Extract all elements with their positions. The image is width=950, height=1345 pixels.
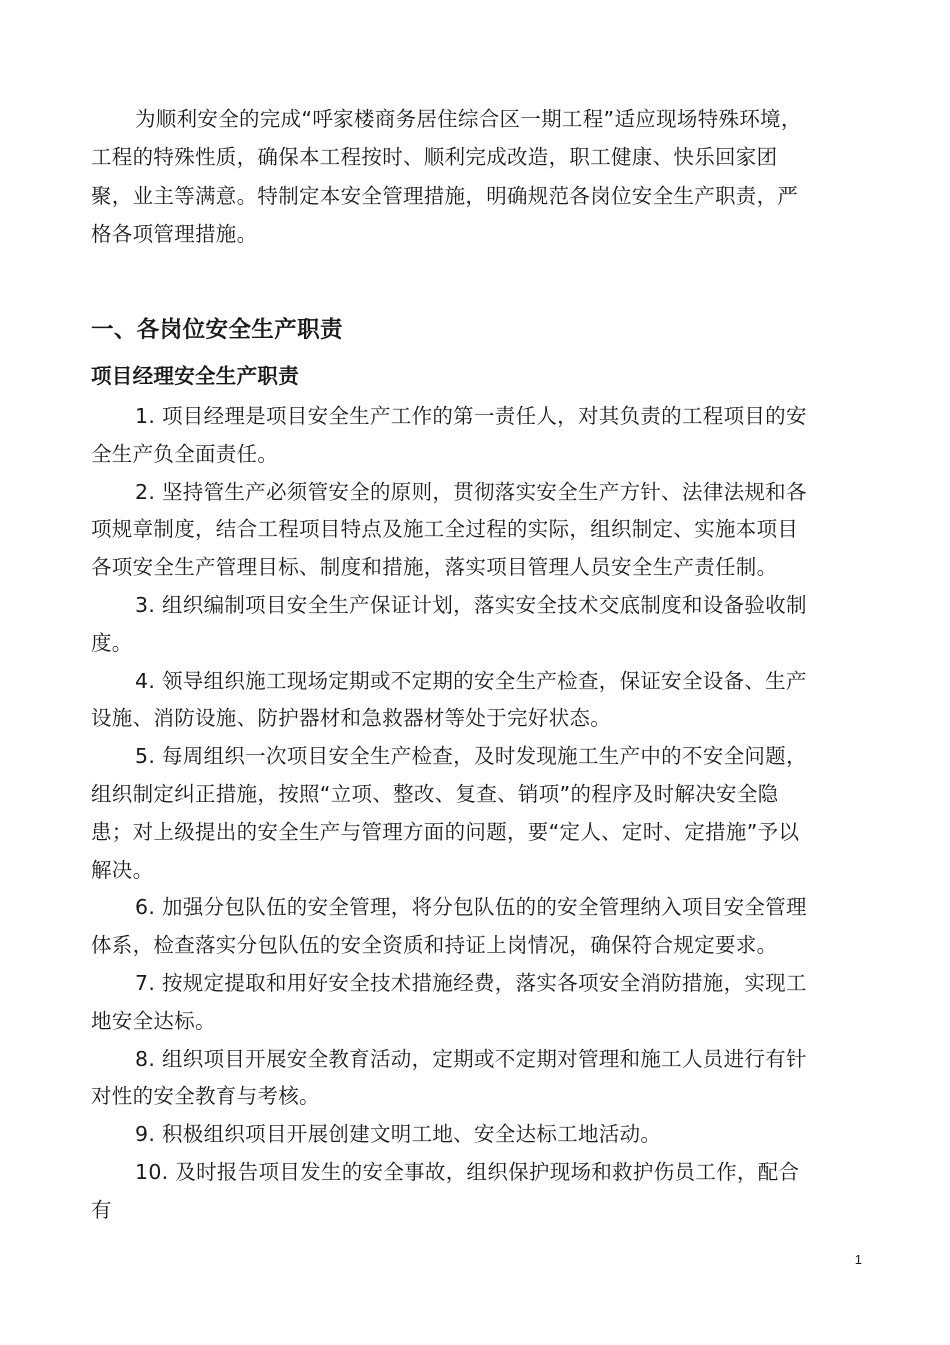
list-item: 6. 加强分包队伍的安全管理，将分包队伍的的安全管理纳入项目安全管理体系，检查落实分包队伍的安全资质和持证上岗情况，确保符合规定要求。: [91, 895, 807, 958]
list-item: 2. 坚持管生产必须管安全的原则，贯彻落实安全生产方针、法律法规和各项规章制度，结合工程项目特点及施工全过程的实际，组织制定、实施本项目各项安全生产管理目标、制度和措施，落实项目管理人员安全生产责任制。: [91, 479, 807, 580]
list-item: 8. 组织项目开展安全教育活动，定期或不定期对管理和施工人员进行有针对性的安全教育与考核。: [91, 1046, 807, 1109]
list-item: 7. 按规定提取和用好安全技术措施经费，落实各项安全消防措施，实现工地安全达标。: [91, 970, 807, 1033]
list-item: 4. 领导组织施工现场定期或不定期的安全生产检查，保证安全设备、生产设施、消防设施、防护器材和急救器材等处于完好状态。: [91, 668, 807, 731]
list-item: 10. 及时报告项目发生的安全事故，组织保护现场和救护伤员工作，配合有: [91, 1159, 800, 1222]
list-item: 9. 积极组织项目开展创建文明工地、安全达标工地活动。: [135, 1122, 662, 1147]
list-item: 5. 每周组织一次项目安全生产检查，及时发现施工生产中的不安全问题，组织制定纠正措施，按照“立项、整改、复查、销项”的程序及时解决安全隐患；对上级提出的安全生产与管理方面的问题，要“定人、定时、定措施”予以解决。: [91, 744, 807, 882]
page-number: 1: [854, 1252, 862, 1267]
section-heading: 一、各岗位安全生产职责: [91, 317, 343, 343]
list-item: 1. 项目经理是项目安全生产工作的第一责任人，对其负责的工程项目的安全生产负全面责任。: [91, 404, 807, 466]
intro-paragraph: 为顺利安全的完成“呼家楼商务居住综合区一期工程”适应现场特殊环境，工程的特殊性质，确保本工程按时、顺利完成改造，职工健康、快乐回家团聚，业主等满意。特制定本安全管理措施，明确规范各岗位安全生产职责，严格各项管理措施。: [91, 107, 802, 247]
sub-heading: 项目经理安全生产职责: [91, 364, 299, 388]
list-item: 3. 组织编制项目安全生产保证计划，落实安全技术交底制度和设备验收制度。: [91, 592, 807, 655]
responsibility-list: [91, 398, 815, 1230]
